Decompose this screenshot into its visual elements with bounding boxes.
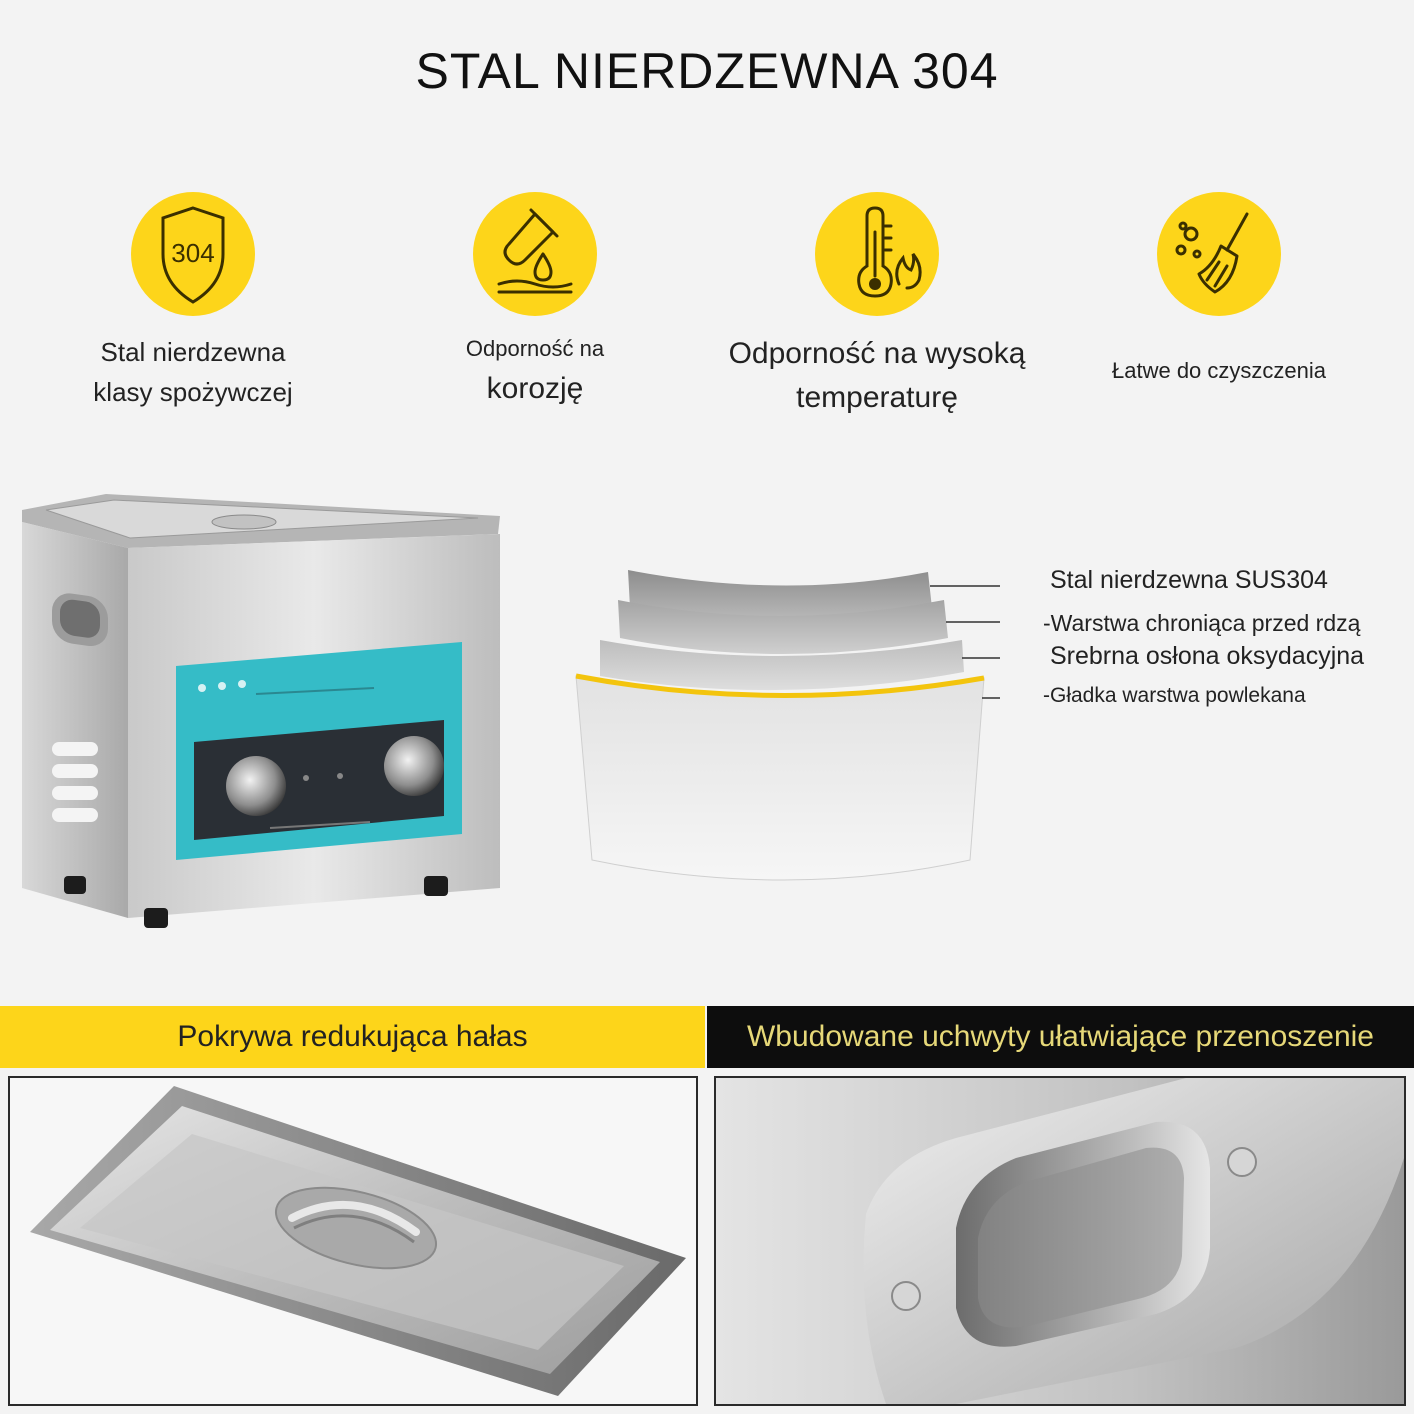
shield-badge-text: 304: [171, 238, 215, 268]
handle-image: [716, 1078, 1404, 1404]
feature-easy-clean: [1069, 192, 1369, 388]
feature-food-grade: [43, 192, 343, 413]
handle-photo-panel: [714, 1076, 1406, 1406]
page-title: STAL NIERDZEWNA 304: [415, 43, 999, 99]
layer-label-rust-protection: -Warstwa chroniąca przed rdzą: [1043, 610, 1361, 636]
feature-caption-line2: korozję: [486, 372, 584, 406]
feature-caption-line2: klasy spożywczej: [93, 377, 293, 408]
feature-heat: [727, 192, 1027, 419]
feature-circle: [815, 192, 939, 316]
banner-noise-lid-label: Pokrywa redukująca hałas: [177, 1020, 528, 1053]
steel-layers-image: [570, 560, 1000, 890]
feature-circle: [131, 192, 255, 316]
layer-label-sus304: Stal nierdzewna SUS304: [1050, 566, 1328, 594]
layer-label-smooth-coating: -Gładka warstwa powlekana: [1043, 684, 1306, 707]
lid-photo-panel: [8, 1076, 698, 1406]
feature-corrosion: [385, 192, 685, 413]
banner-handles-label: Wbudowane uchwyty ułatwiające przenoszenie: [746, 1020, 1374, 1053]
feature-caption: [385, 332, 685, 413]
cleaning-brush-icon: [1157, 192, 1281, 316]
feature-caption-line2: temperaturę: [796, 380, 958, 414]
feature-caption-line1: Stal nierdzewna: [100, 337, 286, 367]
lid-image: [10, 1078, 696, 1404]
feature-caption: [727, 332, 1027, 419]
shield-304-icon: [131, 192, 255, 316]
feature-caption-line1: Odporność na wysoką: [728, 337, 1026, 370]
feature-caption-line1: Odporność na: [465, 336, 605, 361]
feature-caption: [43, 332, 343, 413]
layer-label-oxidation-shield: Srebrna osłona oksydacyjna: [1050, 642, 1365, 670]
thermometer-flame-icon: [815, 192, 939, 316]
feature-circle: [1157, 192, 1281, 316]
ultrasonic-cleaner-image: [18, 488, 508, 933]
test-tube-drop-icon: [473, 192, 597, 316]
banner-handles: [707, 1006, 1414, 1068]
feature-caption-line1: Łatwe do czyszczenia: [1112, 358, 1326, 383]
banner-noise-lid: [0, 1006, 705, 1068]
feature-caption: [1069, 354, 1369, 388]
feature-circle: [473, 192, 597, 316]
